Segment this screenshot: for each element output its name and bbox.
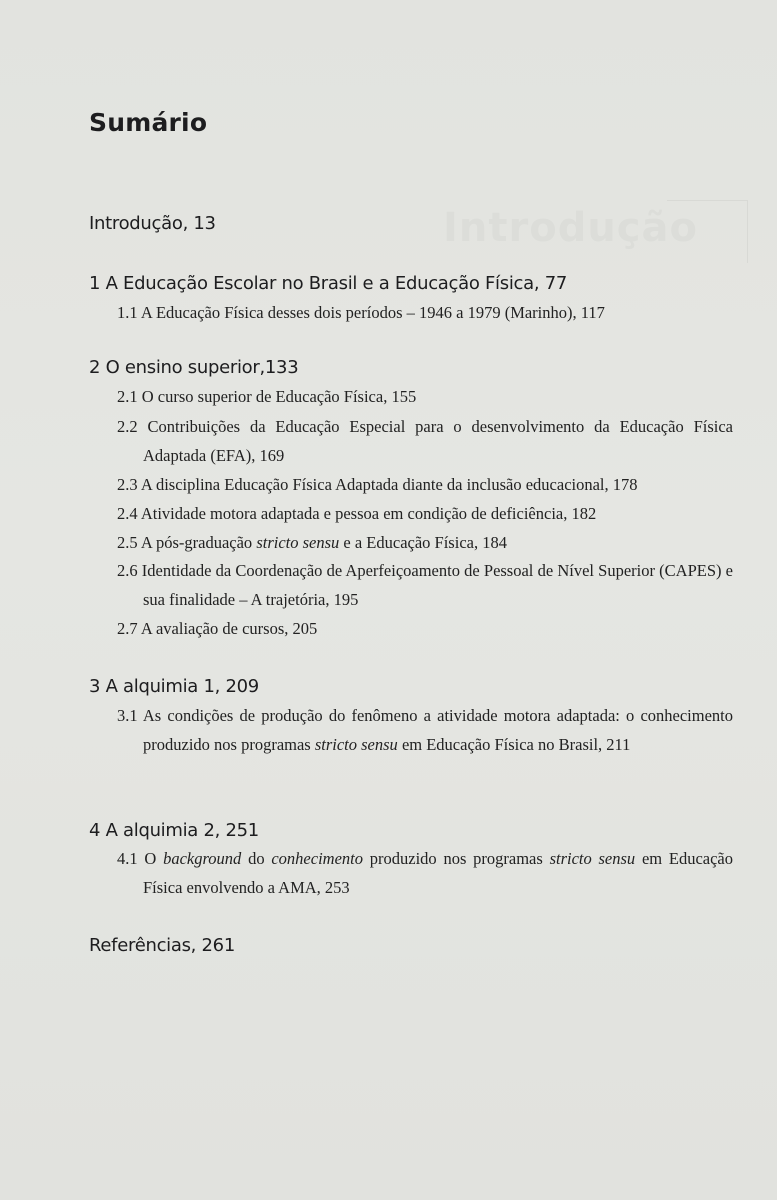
toc-section-2-4: 2.4 Atividade motora adaptada e pessoa em condição de deficiência, 182	[117, 504, 597, 523]
toc-section-4-1: 4.1 O background do conhecimento produzido nos programas stricto sensu em Educação Física envolvendo a AMA, 253	[117, 849, 733, 897]
toc-section-2-3: 2.3 A disciplina Educação Física Adaptada diante da inclusão educacional, 178	[117, 475, 638, 494]
toc-section-2-1: 2.1 O curso superior de Educação Física, 155	[117, 387, 417, 406]
toc-section-2-5: 2.5 A pós-graduação stricto sensu e a Educação Física, 184	[117, 533, 507, 552]
show-through-heading: Introdução	[443, 205, 698, 251]
toc-references: Referências, 261	[89, 935, 235, 956]
toc-section-2-2: 2.2 Contribuições da Educação Especial para o desenvolvimento da Educação Física Adaptada (EFA), 169	[117, 417, 733, 465]
toc-chapter-2: 2 O ensino superior,133	[89, 357, 299, 378]
toc-intro: Introdução, 13	[89, 213, 216, 234]
toc-section-1-1: 1.1 A Educação Física desses dois períodos – 1946 a 1979 (Marinho), 117	[117, 303, 605, 322]
toc-section-3-1: 3.1 As condições de produção do fenômeno a atividade motora adaptada: o conhecimento produzido nos programas stricto sensu em Educação Física no Brasil, 211	[117, 706, 733, 754]
toc-chapter-3: 3 A alquimia 1, 209	[89, 676, 259, 697]
toc-section-2-6: 2.6 Identidade da Coordenação de Aperfeiçoamento de Pessoal de Nível Superior (CAPES) e sua finalidade – A trajetória, 195	[117, 561, 733, 609]
toc-chapter-4: 4 A alquimia 2, 251	[89, 820, 259, 841]
toc-chapter-1: 1 A Educação Escolar no Brasil e a Educação Física, 77	[89, 273, 567, 294]
page-title: Sumário	[89, 108, 208, 137]
show-through-box	[667, 200, 748, 263]
toc-section-2-7: 2.7 A avaliação de cursos, 205	[117, 619, 318, 638]
